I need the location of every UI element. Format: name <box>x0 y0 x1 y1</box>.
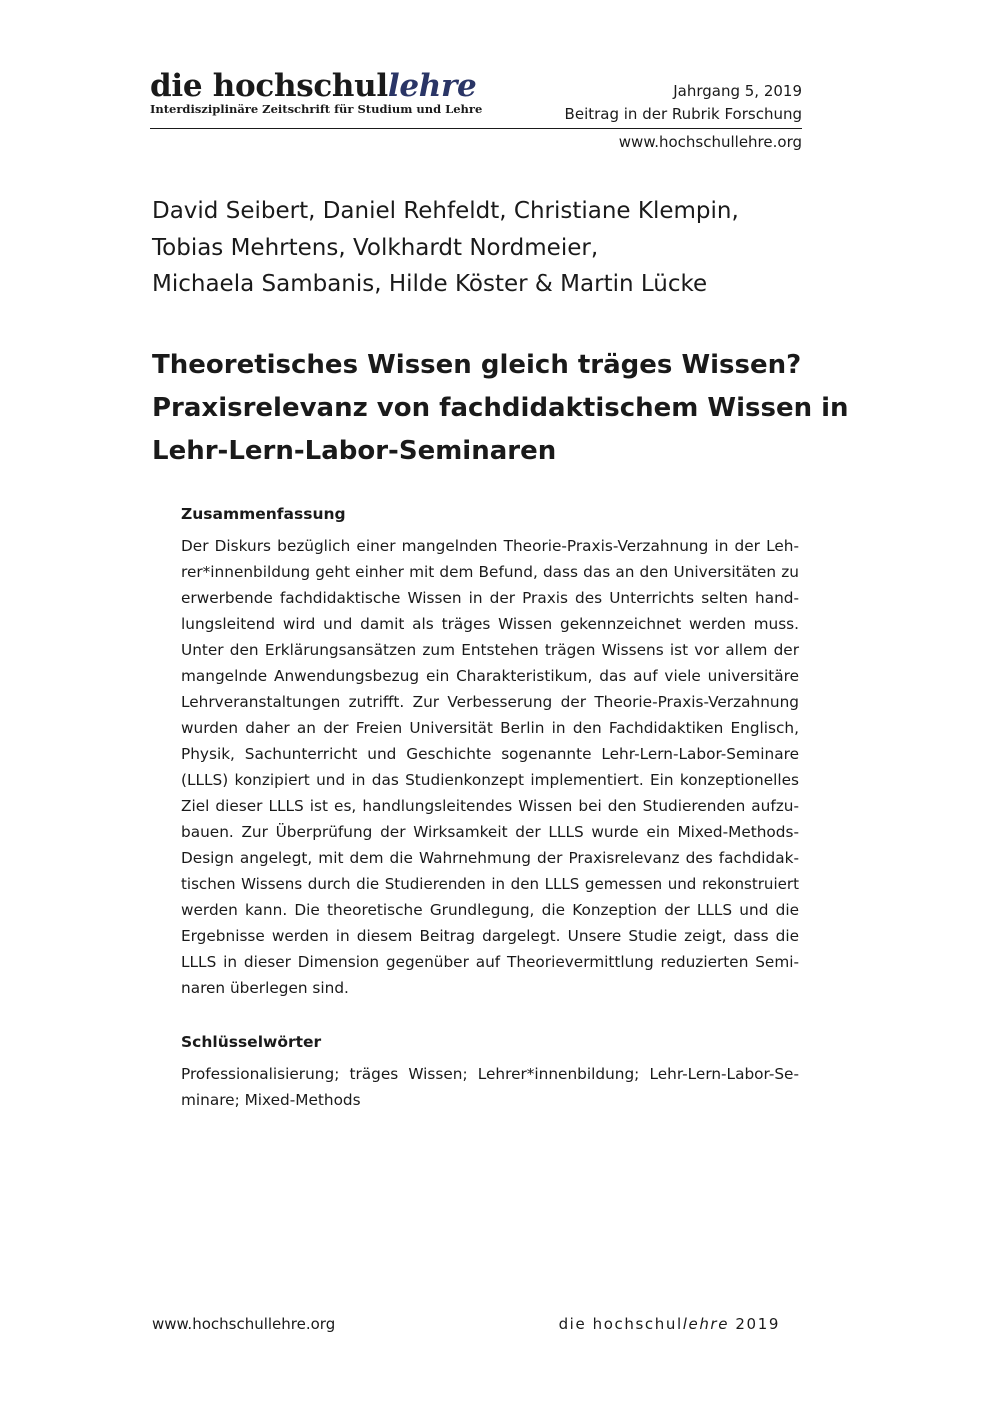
abstract-line: mangelnde Anwendungsbezug ein Charakteristikum, das auf viele universitäre <box>181 667 799 685</box>
header-url[interactable]: www.hochschullehre.org <box>618 133 802 151</box>
title-line: Theoretisches Wissen gleich träges Wissen? <box>152 350 802 380</box>
issue-meta <box>565 80 802 126</box>
keywords-section <box>181 1031 799 1113</box>
author-line: David Seibert, Daniel Rehfeldt, Christiane Klempin, <box>152 198 739 224</box>
abstract-line: lungsleitend wird und damit als träges Wissen gekennzeichnet werden muss. <box>181 615 799 633</box>
abstract-line: Ergebnisse werden in diesem Beitrag dargelegt. Unsere Studie zeigt, dass die <box>181 927 799 945</box>
author-list <box>152 193 832 303</box>
keywords-line: minare; Mixed-Methods <box>181 1091 361 1109</box>
footer-year: 2019 <box>729 1315 780 1333</box>
abstract-line: LLLS in dieser Dimension gegenüber auf Theorievermittlung reduzierten Semi- <box>181 953 799 971</box>
abstract-line: werden kann. Die theoretische Grundlegung, die Konzeption der LLLS und die <box>181 901 799 919</box>
logo-accent-text: lehre <box>387 68 477 104</box>
abstract-line: rer*innenbildung geht einher mit dem Befund, dass das an den Universitäten zu <box>181 563 799 581</box>
abstract-heading: Zusammenfassung <box>181 505 346 523</box>
abstract-line: erwerbende fachdidaktische Wissen in der Praxis des Unterrichts selten hand- <box>181 589 799 607</box>
abstract-line: naren überlegen sind. <box>181 979 349 997</box>
volume-info: Jahrgang 5, 2019 <box>673 82 802 100</box>
abstract-line: Lehrveranstaltungen zutrifft. Zur Verbesserung der Theorie-Praxis-Verzahnung <box>181 693 799 711</box>
keywords-body <box>181 1061 799 1113</box>
rubric-info: Beitrag in der Rubrik Forschung <box>564 105 802 123</box>
abstract-line: (LLLS) konzipiert und in das Studienkonzept implementiert. Ein konzeptionelles <box>181 771 799 789</box>
paper-title <box>152 344 852 473</box>
logo-subtitle: Interdisziplinäre Zeitschrift für Studium und Lehre <box>150 102 483 116</box>
abstract-line: tischen Wissens durch die Studierenden in den LLLS gemessen und rekonstruiert <box>181 875 799 893</box>
keywords-line: Professionalisierung; träges Wissen; Lehrer*innenbildung; Lehr-Lern-Labor-Se- <box>181 1065 799 1083</box>
footer-journal-accent: lehre <box>682 1315 730 1333</box>
author-line: Tobias Mehrtens, Volkhardt Nordmeier, <box>152 234 599 261</box>
logo-main-text: die hochschul <box>150 68 388 104</box>
abstract-line: Design angelegt, mit dem die Wahrnehmung der Praxisrelevanz des fachdidak- <box>181 849 799 867</box>
footer-journal <box>559 1313 780 1335</box>
abstract-line: bauen. Zur Überprüfung der Wirksamkeit der LLLS wurde ein Mixed-Methods- <box>181 823 799 841</box>
title-line: Praxisrelevanz von fachdidaktischem Wissen in <box>152 393 849 423</box>
author-line: Michaela Sambanis, Hilde Köster & Martin Lücke <box>152 271 708 297</box>
abstract-line: Der Diskurs bezüglich einer mangelnden Theorie-Praxis-Verzahnung in der Leh- <box>181 537 799 555</box>
abstract-line: wurden daher an der Freien Universität Berlin in den Fachdidaktiken Englisch, <box>181 719 799 737</box>
abstract-line: Physik, Sachunterricht und Geschichte sogenannte Lehr-Lern-Labor-Seminare <box>181 745 799 763</box>
header-rule <box>150 128 802 129</box>
abstract-section <box>181 503 799 1001</box>
abstract-line: Ziel dieser LLLS ist es, handlungsleitendes Wissen bei den Studierenden aufzu- <box>181 797 799 815</box>
keywords-heading: Schlüsselwörter <box>181 1033 322 1051</box>
title-line: Lehr-Lern-Labor-Seminaren <box>152 436 557 466</box>
abstract-body <box>181 533 799 1001</box>
abstract-line: Unter den Erklärungsansätzen zum Entstehen trägen Wissens ist vor allem der <box>181 641 799 659</box>
footer-url[interactable]: www.hochschullehre.org <box>152 1315 336 1333</box>
footer-journal-main: die hochschul <box>558 1315 683 1333</box>
